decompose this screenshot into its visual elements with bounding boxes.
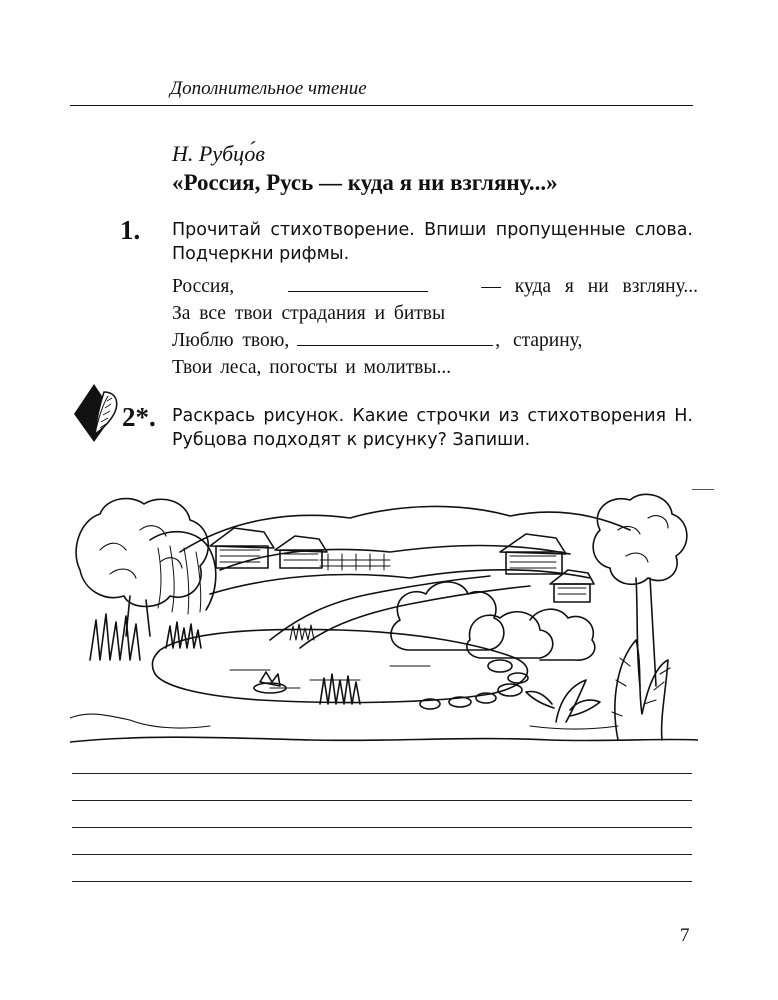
poem-line-1-start: Россия, [172,276,235,297]
answer-line-1[interactable] [72,773,692,774]
answer-line-5[interactable] [72,881,692,882]
landscape-coloring-picture [70,490,698,757]
answer-line-3[interactable] [72,827,692,828]
poem-title: «Россия, Русь — куда я ни взгляну...» [172,170,558,195]
task1-number: 1. [120,215,141,245]
task1-text: Прочитай стихотворение. Впиши пропущенные слова. Подчеркни рифмы. [172,220,693,264]
poem-block [172,273,698,381]
section-title: Дополнительное чтение [170,78,367,99]
blank-word-1[interactable] [288,275,428,292]
poem-line-4 [172,354,698,381]
poem-line-2-text: За все твои страдания и битвы [172,303,446,324]
page-number: 7 [680,925,690,946]
poem-line-3-end: , старину, [495,330,583,351]
blank-word-2[interactable] [297,329,493,346]
poem-line-1 [172,273,698,300]
poem-line-3-start: Люблю твою, [172,330,290,351]
answer-line-2[interactable] [72,800,692,801]
header-rule [70,105,693,106]
poem-line-3 [172,327,698,354]
poem-line-2 [172,300,698,327]
task2-number: 2*. [122,402,156,432]
poem-line-1-end: — куда я ни взгляну... [481,276,698,297]
diamond-feather-icon [74,384,124,449]
poem-line-4-text: Твои леса, погосты и молитвы... [172,357,452,378]
poem-author: Н. Рубцо́в [172,141,265,166]
answer-line-4[interactable] [72,854,692,855]
task2-text: Раскрась рисунок. Какие строчки из стихотворения Н. Рубцова подходят к рисунку? Запиши. [172,406,693,450]
